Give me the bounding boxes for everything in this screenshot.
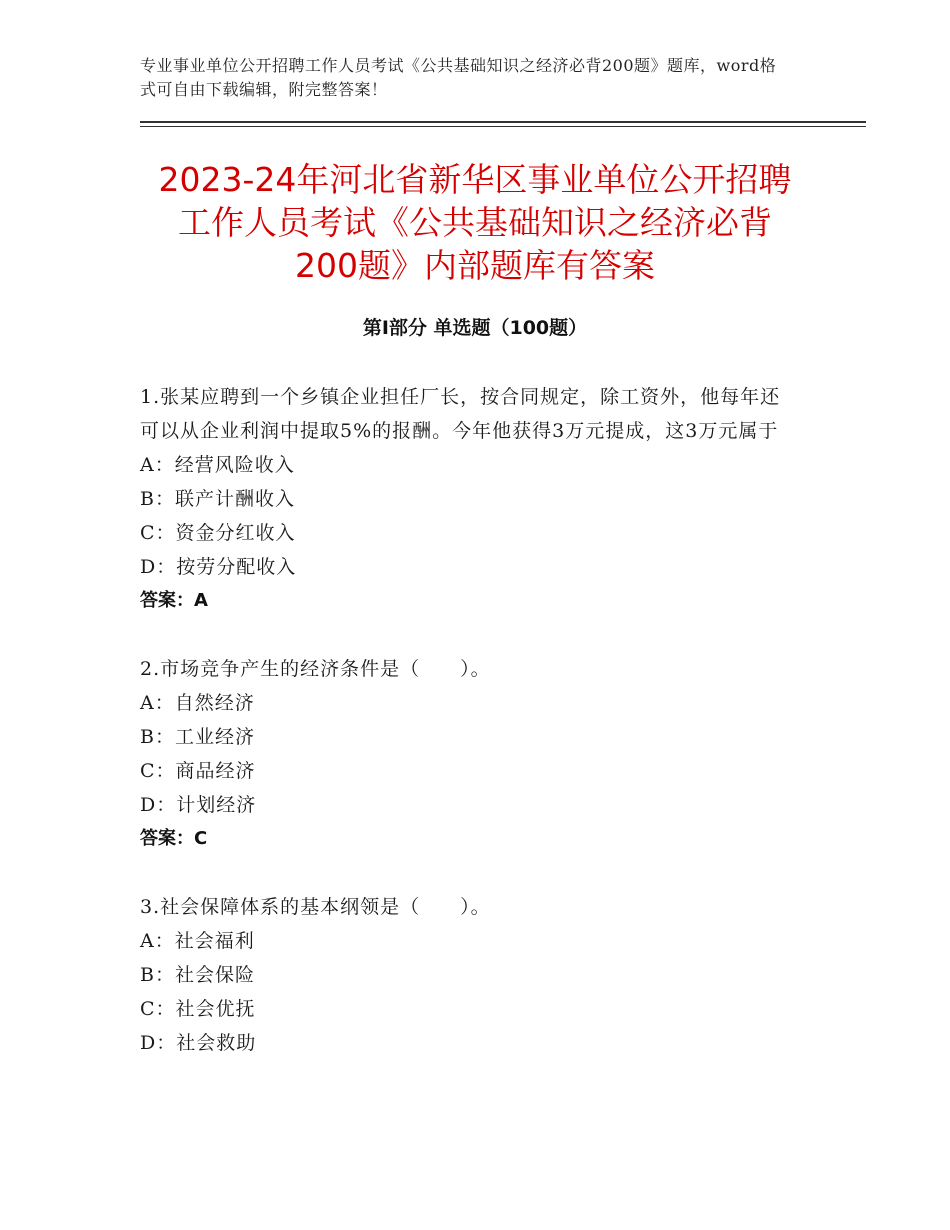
option-b: B：社会保险 [140,964,255,986]
question-stem: 2.市场竞争产生的经济条件是（ ）。 [140,658,491,680]
option-b: B：工业经济 [140,726,255,748]
header-rule-thick [140,121,866,123]
question-list [140,380,800,1094]
option-d: D：按劳分配收入 [140,556,297,578]
option-a: A：自然经济 [140,692,255,714]
document-title-line-2: 工作人员考试《公共基础知识之经济必背 [178,203,772,242]
header-rule-thin [140,126,866,127]
question-stem: 3.社会保障体系的基本纲领是（ ）。 [140,896,491,918]
document-title [100,158,850,287]
question-stem: 1.张某应聘到一个乡镇企业担任厂长，按合同规定，除工资外，他每年还可以从企业利润中提取5%的报酬。今年他获得3万元提成，这3万元属于 [140,386,781,442]
option-c: C：社会优抚 [140,998,256,1020]
option-a: A：经营风险收入 [140,454,295,476]
question-2 [140,652,800,856]
document-title-line-3: 200题》内部题库有答案 [295,246,655,285]
option-a: A：社会福利 [140,930,255,952]
option-d: D：社会救助 [140,1032,257,1054]
header-note: 专业事业单位公开招聘工作人员考试《公共基础知识之经济必背200题》题库，word格式可自由下载编辑，附完整答案！ [140,56,777,99]
section-title: 第Ⅰ部分 单选题（100题） [362,317,588,339]
answer: 答案：C [140,828,208,849]
option-b: B：联产计酬收入 [140,488,295,510]
option-c: C：资金分红收入 [140,522,296,544]
question-3 [140,890,800,1060]
option-d: D：计划经济 [140,794,257,816]
document-title-line-1: 2023-24年河北省新华区事业单位公开招聘 [158,160,792,199]
option-c: C：商品经济 [140,760,256,782]
answer: 答案：A [140,590,208,611]
question-1 [140,380,800,618]
